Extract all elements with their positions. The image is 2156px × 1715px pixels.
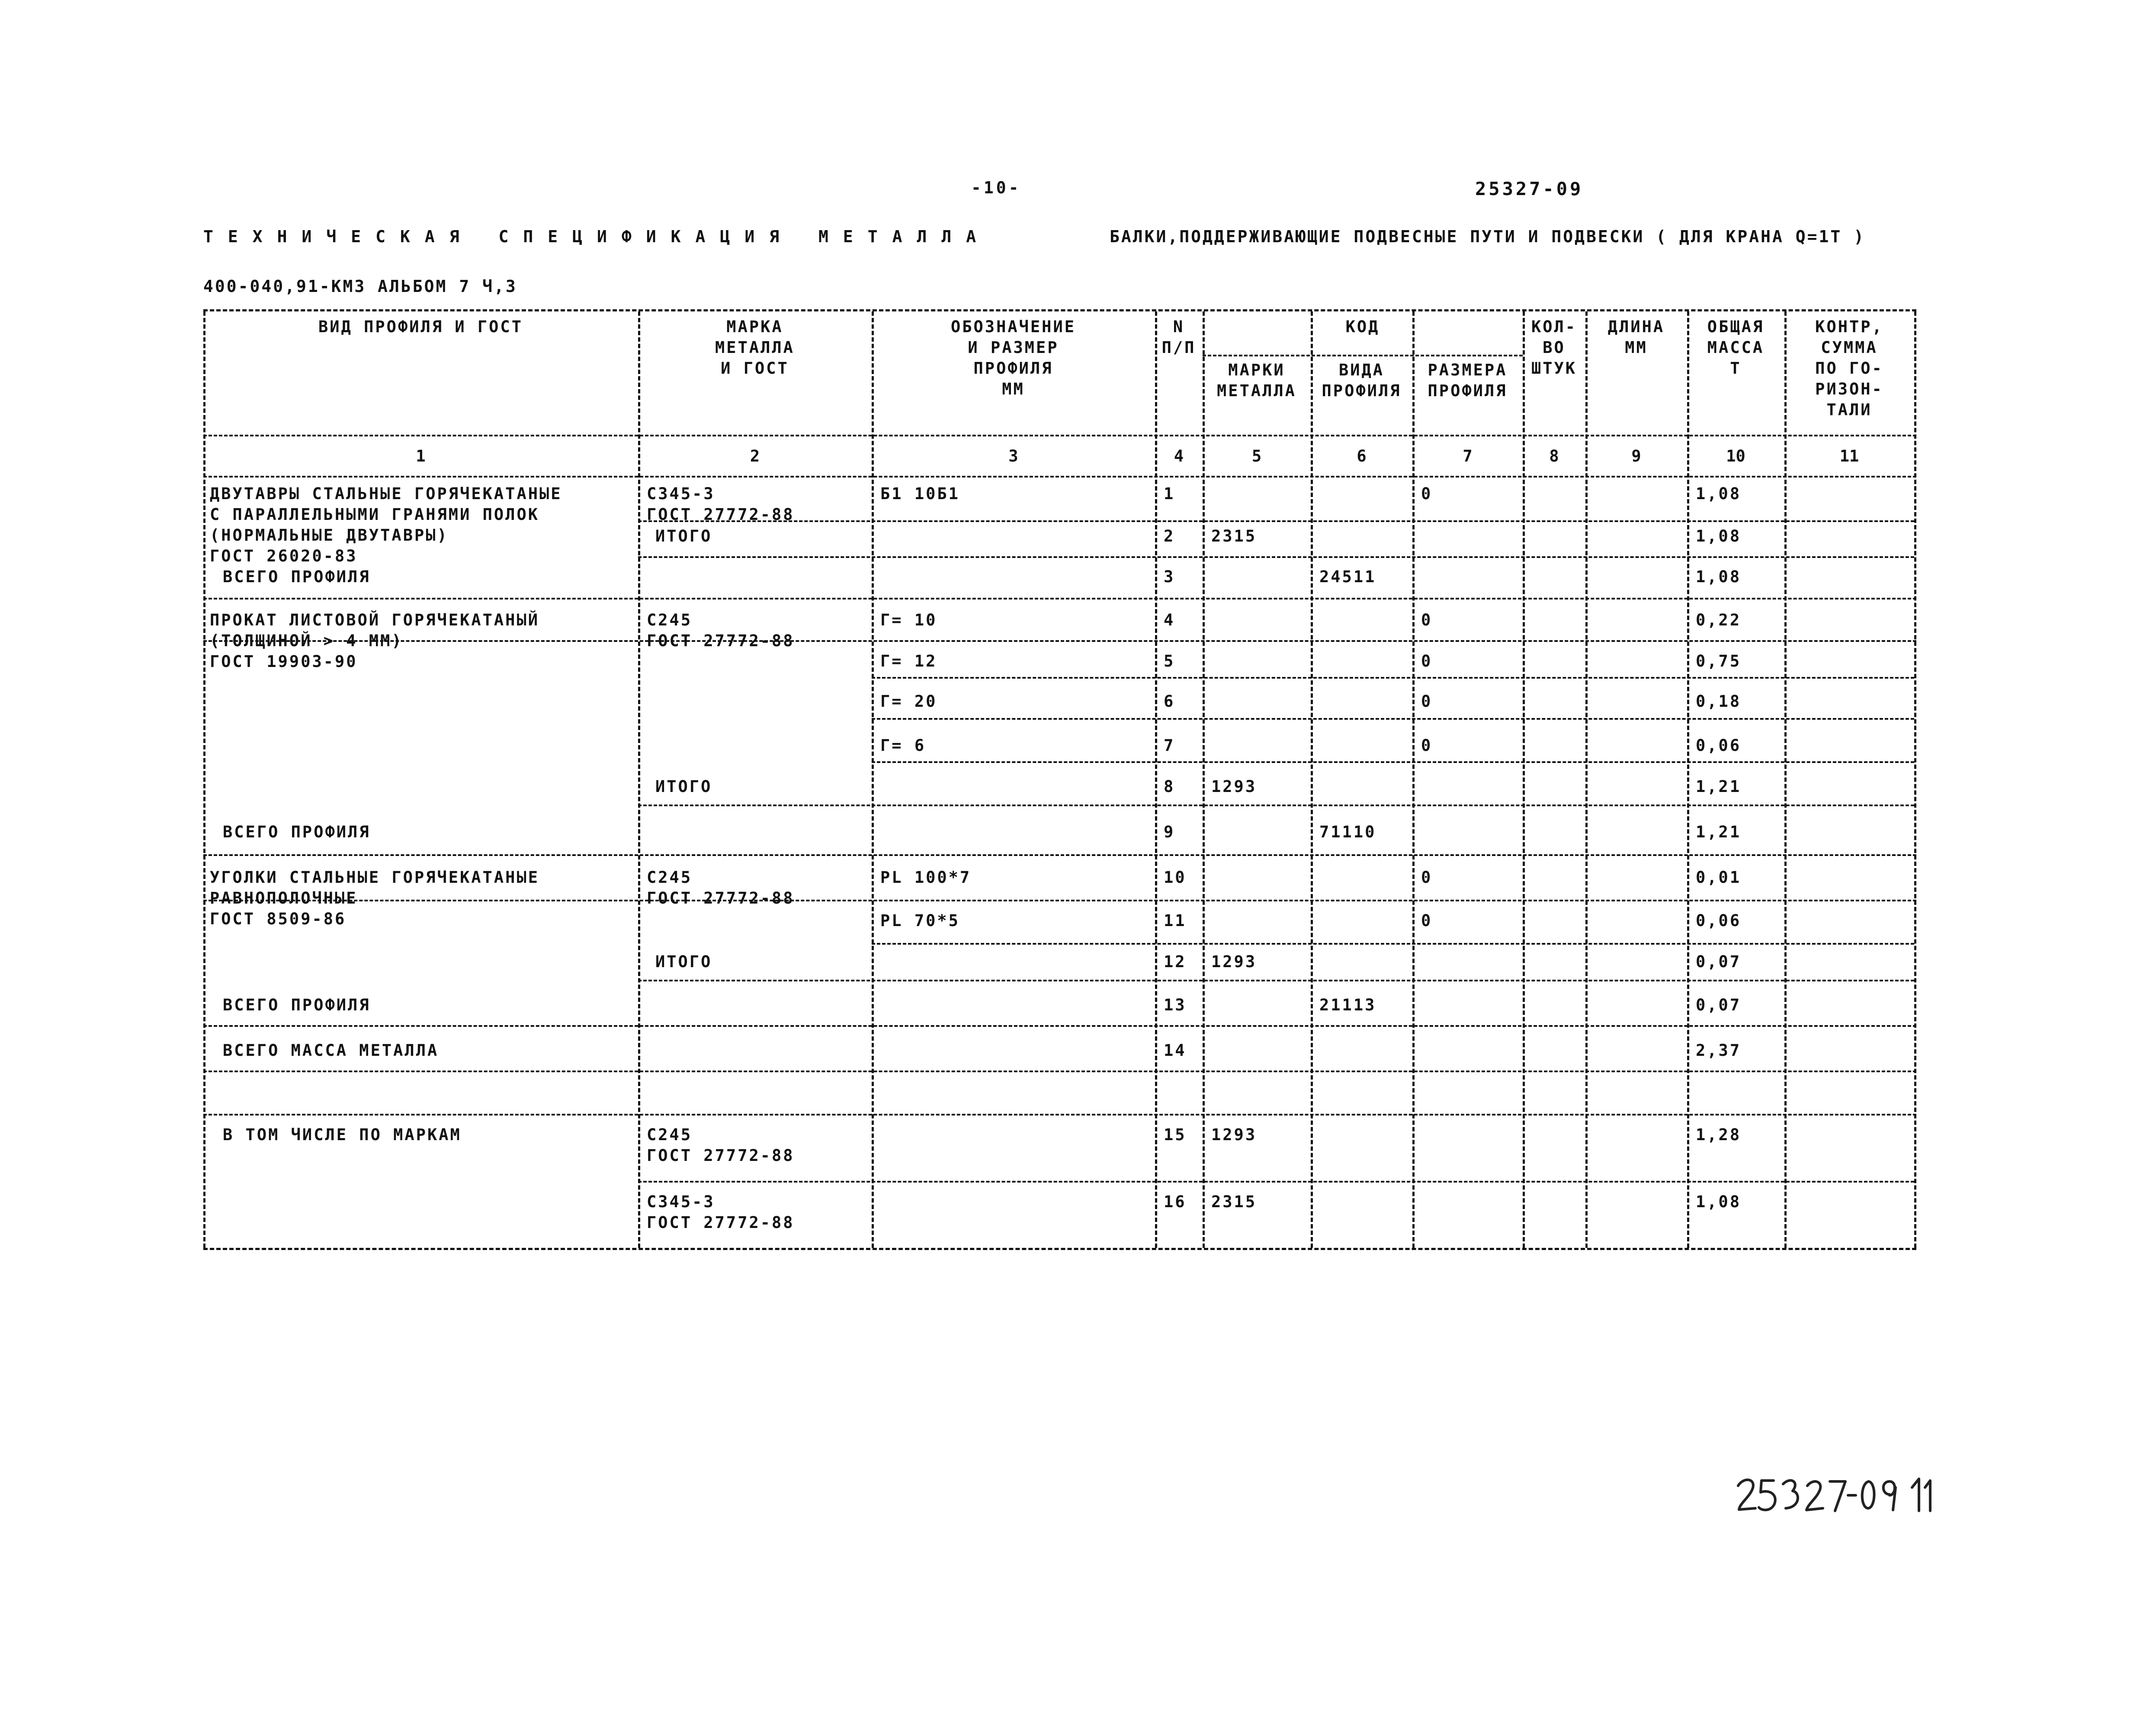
total-mass: 1,28 [1696, 1125, 1742, 1144]
column-header-length: ДЛИНА ММ [1607, 317, 1665, 357]
profile-size: PL 70*5 [880, 911, 960, 930]
size-code: 0 [1421, 652, 1433, 670]
item-number: 12 [1164, 952, 1187, 971]
grid-line [872, 943, 1914, 945]
item-number: 11 [1164, 911, 1187, 930]
profile-description: ДВУТАВРЫ СТАЛЬНЫЕ ГОРЯЧЕКАТАНЫЕ С ПАРАЛЛЕЛЬНЫМИ ГРАНЯМИ ПОЛОК (НОРМАЛЬНЫЕ ДВУТАВРЫ) ГОСТ 26020-83 [210, 484, 562, 565]
size-code: 0 [1421, 611, 1433, 629]
profile-size: Г= 20 [880, 692, 937, 711]
profile-total-label: ВСЕГО ПРОФИЛЯ [223, 996, 371, 1014]
item-number: 3 [1164, 567, 1175, 586]
total-mass: 1,08 [1696, 484, 1742, 503]
document-number: 25327-09 [1475, 178, 1584, 199]
column-header-steel-grade: МАРКА МЕТАЛЛА И ГОСТ [715, 317, 795, 378]
total-mass: 1,08 [1696, 527, 1742, 545]
grand-total-label: ВСЕГО МАССА МЕТАЛЛА [223, 1041, 439, 1060]
grid-line [638, 980, 1914, 981]
item-number: 7 [1164, 736, 1175, 755]
profile-size: Б1 10Б1 [880, 484, 960, 503]
column-number: 5 [1251, 447, 1262, 465]
item-number: 4 [1164, 611, 1175, 629]
item-number: 16 [1164, 1192, 1187, 1211]
grid-line [872, 761, 1914, 763]
profile-total-label: ВСЕГО ПРОФИЛЯ [223, 823, 371, 841]
column-number: 10 [1726, 447, 1745, 465]
column-number: 2 [750, 447, 760, 465]
grid-line [638, 520, 1914, 522]
type-code: 21113 [1319, 996, 1376, 1014]
column-number: 6 [1357, 447, 1367, 465]
steel-grade: С245 ГОСТ 27772-88 [647, 611, 795, 650]
handwritten-archive-number [1735, 1468, 1934, 1516]
total-mass: 0,07 [1696, 952, 1742, 971]
size-code: 0 [1421, 736, 1433, 755]
item-number: 2 [1164, 527, 1175, 545]
item-number: 10 [1164, 868, 1187, 887]
profile-size: PL 100*7 [880, 868, 972, 887]
grid-line [203, 476, 1916, 478]
grade-code: 1293 [1211, 1125, 1257, 1144]
column-header-grade-code: МАРКИ МЕТАЛЛА [1217, 361, 1296, 400]
grid-line [203, 1114, 1916, 1116]
grid-line [638, 556, 1914, 558]
size-code: 0 [1421, 911, 1433, 930]
grid-line [203, 435, 1916, 436]
page-number: -10- [971, 178, 1021, 197]
steel-grade: С245 ГОСТ 27772-88 [647, 1125, 795, 1165]
grid-line [638, 805, 1914, 806]
total-mass: 1,08 [1696, 1192, 1742, 1211]
profile-total-label: ВСЕГО ПРОФИЛЯ [223, 567, 371, 586]
item-number: 9 [1164, 823, 1175, 841]
grid-line [203, 854, 1916, 856]
total-mass: 0,18 [1696, 692, 1742, 711]
column-header-control-sum: КОНТР, СУММА ПО ГО- РИЗОН- ТАЛИ [1815, 317, 1883, 419]
type-code: 24511 [1319, 567, 1376, 586]
column-header-designation: ОБОЗНАЧЕНИЕ И РАЗМЕР ПРОФИЛЯ ММ [950, 317, 1076, 398]
column-header-size-code: РАЗМЕРА ПРОФИЛЯ [1428, 361, 1508, 400]
steel-grade: С245 ГОСТ 27772-88 [647, 868, 795, 907]
total-mass: 0,07 [1696, 996, 1742, 1014]
grid-line [203, 1071, 1916, 1072]
total-mass: 1,21 [1696, 823, 1742, 841]
column-header-total-mass: ОБЩАЯ МАССА Т [1707, 317, 1765, 378]
column-number: 11 [1839, 447, 1859, 465]
specification-title: ТЕХНИЧЕСКАЯ СПЕЦИФИКАЦИЯ МЕТАЛЛА [203, 227, 991, 246]
total-mass: 0,06 [1696, 911, 1742, 930]
total-mass: 2,37 [1696, 1041, 1742, 1060]
by-grade-label: В ТОМ ЧИСЛЕ ПО МАРКАМ [223, 1125, 462, 1144]
grade-code: 2315 [1211, 1192, 1257, 1211]
column-header-type-code: ВИДА ПРОФИЛЯ [1322, 361, 1402, 400]
grade-code: 2315 [1211, 527, 1257, 545]
size-code: 0 [1421, 692, 1433, 711]
column-header-item-number: N П/П [1161, 317, 1196, 357]
subtotal-label: ИТОГО [655, 777, 712, 796]
type-code: 71110 [1319, 823, 1376, 841]
subtotal-label: ИТОГО [655, 527, 712, 545]
specification-subject: БАЛКИ,ПОДДЕРЖИВАЮЩИЕ ПОДВЕСНЫЕ ПУТИ И ПОДВЕСКИ ( ДЛЯ КРАНА Q=1Т ) [1110, 227, 1866, 246]
column-header-quantity: КОЛ- ВО ШТУК [1531, 317, 1577, 378]
grid-line [1914, 311, 1916, 1248]
size-code: 0 [1421, 868, 1433, 887]
album-reference: 400-040,91-КМЗ АЛЬБОМ 7 Ч,3 [203, 277, 517, 296]
metal-spec-table [203, 309, 1916, 1250]
column-header-profile: ВИД ПРОФИЛЯ И ГОСТ [318, 317, 523, 336]
profile-size: Г= 10 [880, 611, 937, 629]
profile-description: ПРОКАТ ЛИСТОВОЙ ГОРЯЧЕКАТАНЫЙ (ТОЛЩИНОЙ > 4 ММ) ГОСТ 19903-90 [210, 611, 540, 671]
column-number: 8 [1549, 447, 1559, 465]
item-number: 1 [1164, 484, 1175, 503]
item-number: 15 [1164, 1125, 1187, 1144]
grid-line [638, 1181, 1914, 1183]
grade-code: 1293 [1211, 777, 1257, 796]
size-code: 0 [1421, 484, 1433, 503]
grid-line [872, 718, 1914, 720]
column-number: 4 [1174, 447, 1184, 465]
steel-grade: С345-3 ГОСТ 27772-88 [647, 484, 795, 524]
total-mass: 1,08 [1696, 567, 1742, 586]
profile-size: Г= 12 [880, 652, 937, 670]
column-header-code: КОД [1345, 317, 1380, 336]
subtotal-label: ИТОГО [655, 952, 712, 971]
grid-line [203, 1025, 1916, 1027]
column-number: 1 [416, 447, 426, 465]
item-number: 5 [1164, 652, 1175, 670]
total-mass: 0,01 [1696, 868, 1742, 887]
item-number: 8 [1164, 777, 1175, 796]
column-number: 7 [1463, 447, 1473, 465]
grid-line [203, 598, 1916, 599]
column-number: 3 [1008, 447, 1018, 465]
item-number: 13 [1164, 996, 1187, 1014]
grid-line [1203, 355, 1523, 356]
profile-description: УГОЛКИ СТАЛЬНЫЕ ГОРЯЧЕКАТАНЫЕ РАВНОПОЛОЧНЫЕ ГОСТ 8509-86 [210, 868, 540, 928]
item-number: 14 [1164, 1041, 1187, 1060]
total-mass: 0,22 [1696, 611, 1742, 629]
total-mass: 1,21 [1696, 777, 1742, 796]
grade-code: 1293 [1211, 952, 1257, 971]
total-mass: 0,06 [1696, 736, 1742, 755]
column-number: 9 [1631, 447, 1641, 465]
grid-line [872, 677, 1914, 679]
profile-size: Г= 6 [880, 736, 926, 755]
item-number: 6 [1164, 692, 1175, 711]
steel-grade: С345-3 ГОСТ 27772-88 [647, 1192, 795, 1232]
total-mass: 0,75 [1696, 652, 1742, 670]
